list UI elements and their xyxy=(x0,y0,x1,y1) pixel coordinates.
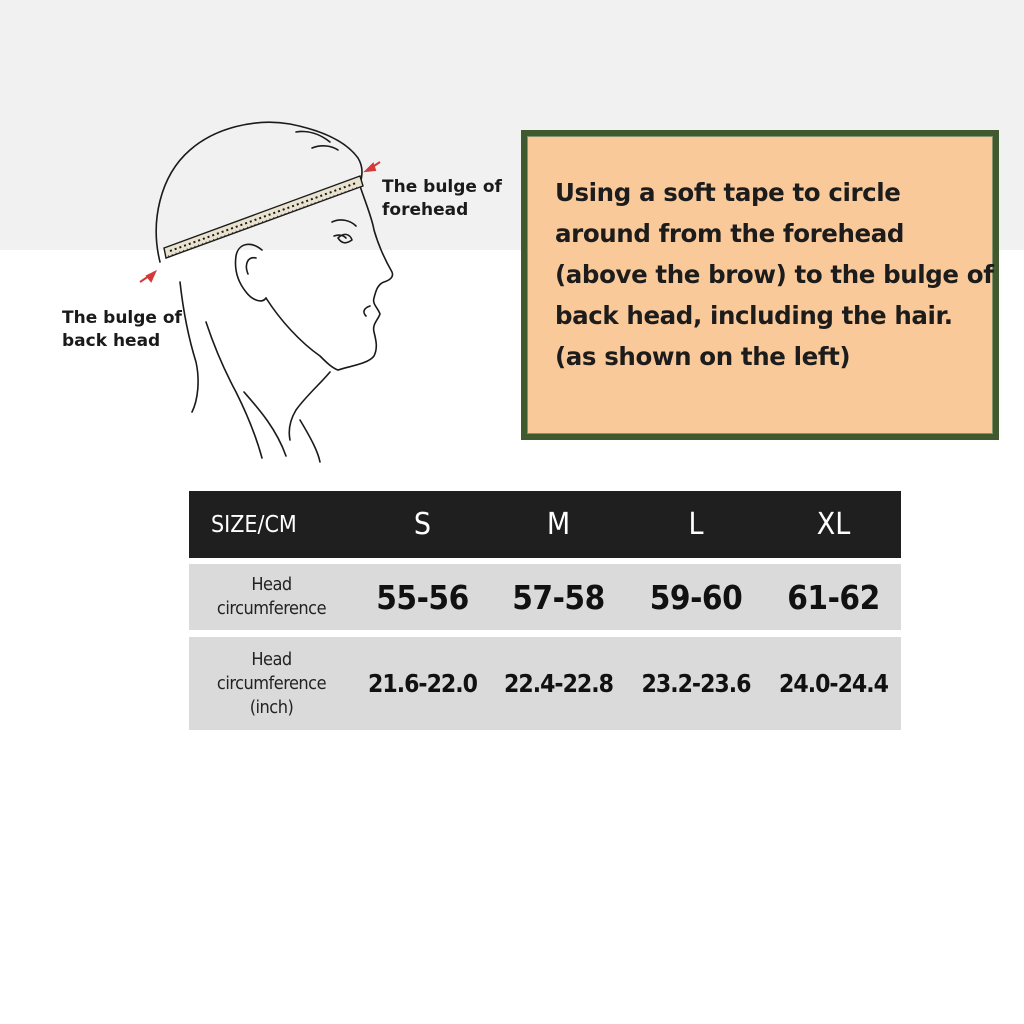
instruction-box xyxy=(521,130,999,440)
neck-back xyxy=(180,282,198,412)
cell-value: 24.0-24.4 xyxy=(779,669,888,698)
table-row xyxy=(189,637,901,730)
cell-value: 23.2-23.6 xyxy=(641,669,751,698)
cell-value: 22.4-22.8 xyxy=(504,669,613,698)
hair-tuft xyxy=(296,131,330,142)
header-size-cm-label: SIZE/CM xyxy=(211,511,297,538)
head-measurement-illustration xyxy=(0,0,520,480)
eye-brow xyxy=(332,220,356,226)
instruction-line: back head, including the hair. xyxy=(555,301,953,330)
row-label-inch: Head circumference (inch) xyxy=(216,648,327,718)
cell-value: 57-58 xyxy=(512,577,605,617)
instruction-line: (as shown on the left) xyxy=(555,342,851,371)
jaw-line xyxy=(266,298,338,370)
table-header-row xyxy=(189,491,901,558)
back-head-arrow xyxy=(140,272,155,282)
mouth xyxy=(364,306,370,316)
back-head-label: The bulge of back head xyxy=(62,308,182,351)
cell-value: 55-56 xyxy=(376,577,469,617)
row-label-cm: Head circumference xyxy=(216,574,327,619)
header-size-xl: XL xyxy=(816,507,851,542)
header-size-m: M xyxy=(546,507,571,542)
header-size-s: S xyxy=(413,507,432,542)
neck-back-2 xyxy=(206,322,262,458)
instruction-line: (above the brow) to the bulge of xyxy=(555,260,994,289)
ear xyxy=(235,244,266,301)
forehead-arrow xyxy=(366,162,380,171)
forehead-label: The bulge of forehead xyxy=(382,177,502,220)
table-row xyxy=(189,564,901,630)
cell-value: 21.6-22.0 xyxy=(368,669,477,698)
throat xyxy=(289,372,330,440)
instruction-line: around from the forehead xyxy=(555,219,905,248)
cell-value: 61-62 xyxy=(787,577,880,617)
collar xyxy=(300,420,320,462)
instruction-text xyxy=(555,172,1001,377)
measuring-tape xyxy=(164,176,363,258)
ear-inner xyxy=(246,258,256,274)
cell-value: 59-60 xyxy=(649,577,743,617)
hair-tuft xyxy=(312,146,338,150)
header-size-l: L xyxy=(688,507,704,542)
instruction-line: Using a soft tape to circle xyxy=(555,178,901,207)
